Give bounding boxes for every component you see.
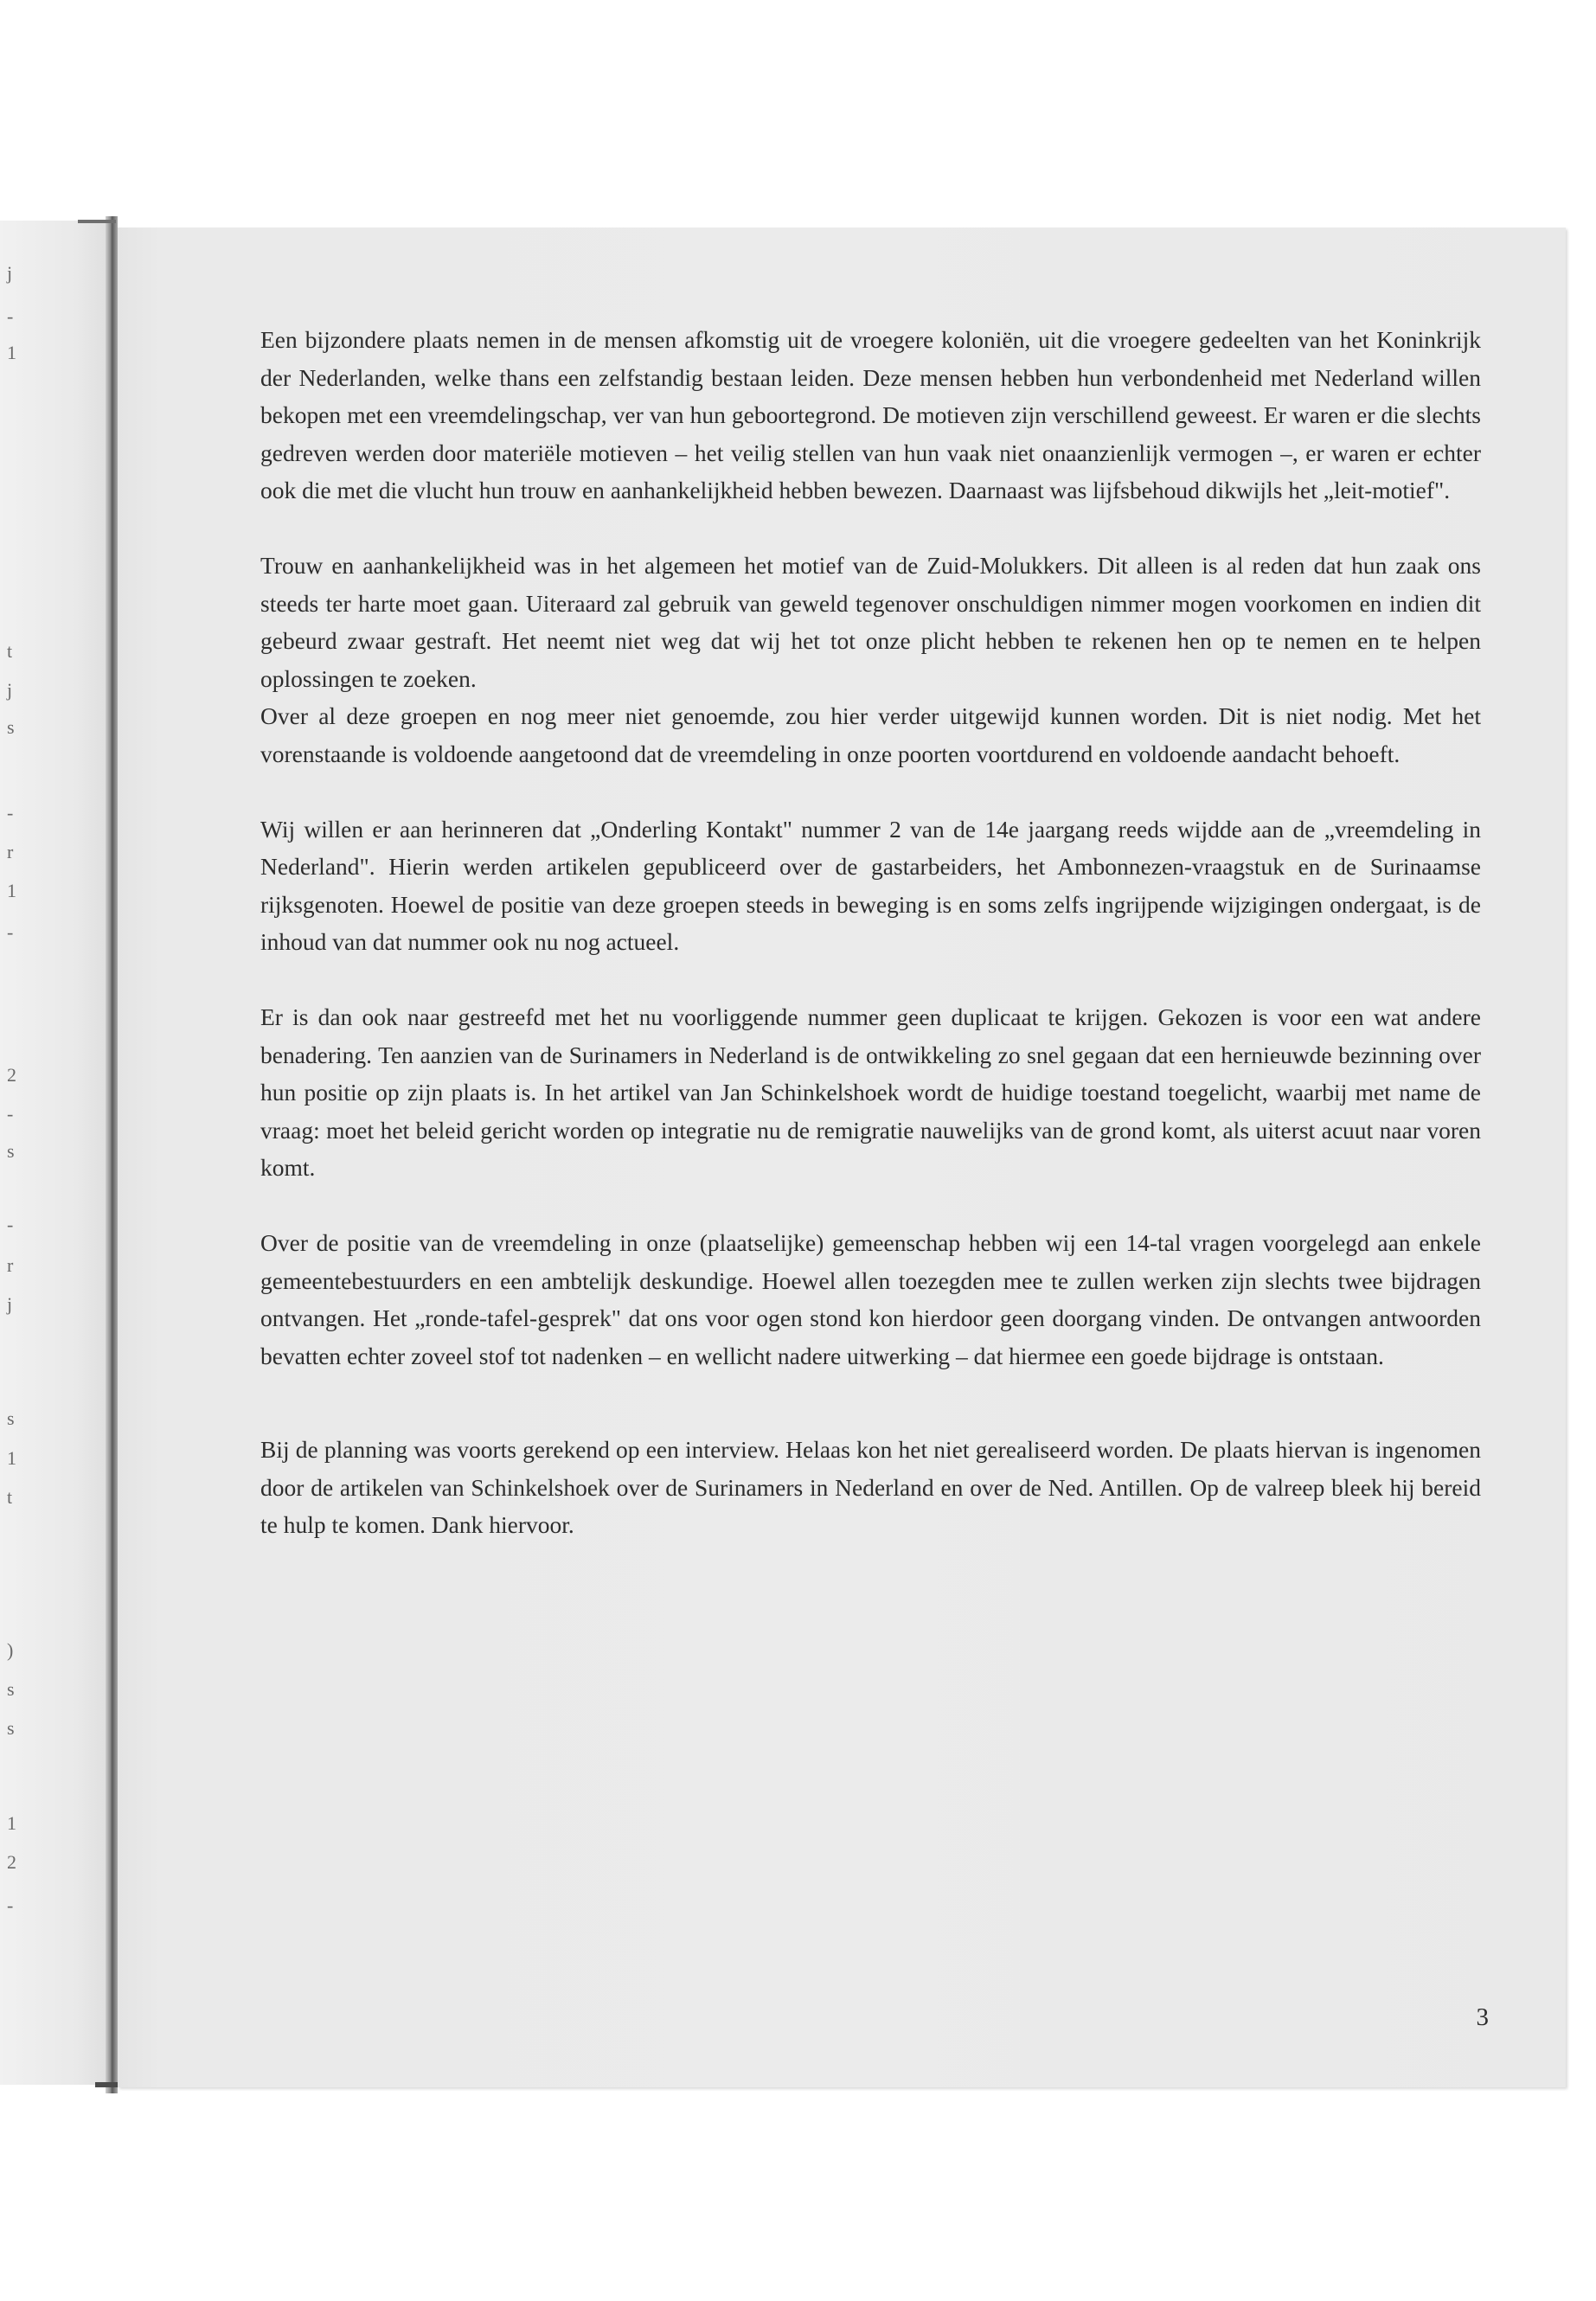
left-page-margin-fragments: [0, 221, 35, 2085]
margin-fragment: 1: [7, 342, 16, 363]
paragraph-questionnaire: Over de positie van de vreemdeling in onze (plaatselijke) gemeenschap hebben wij een 14-tal vragen voorgelegd aan enkele gemeentebestuurders en een ambtelijk deskundige. Hoewel allen toezegden mee te zullen werken zijn slechts twee bijdragen ontvangen. Het „ronde-tafel-gesprek" dat ons voor ogen stond kon hierdoor geen doorgang vinden. De ontvangen antwoorden bevatten echter zoveel stof tot nadenken – en wellicht nadere uitwerking – dat hiermee een goede bijdrage is ontstaan.: [260, 1229, 1481, 1369]
margin-fragment: j: [7, 679, 13, 701]
margin-fragment: 1: [7, 1812, 16, 1834]
margin-fragment: -: [7, 1894, 14, 1916]
margin-fragment: s: [7, 1407, 15, 1429]
spine-top-edge: [78, 220, 116, 223]
margin-fragment: ): [7, 1639, 14, 1661]
paragraph-onderling-kontakt: Wij willen er aan herinneren dat „Onderling Kontakt" nummer 2 van de 14e jaargang reeds wijdde aan de „vreemdeling in Nederland". Hierin werden artikelen gepubliceerd over de gastarbeiders, het Ambonnezen-vraagstuk en de Surinaamse rijksgenoten. Hoewel de positie van deze groepen steeds in beweging is en soms zelfs ingrijpende wijzigingen ondergaat, is de inhoud van dat nummer ook nu nog actueel.: [260, 815, 1481, 955]
margin-fragment: 1: [7, 880, 16, 901]
page-body-text: [260, 321, 1481, 1581]
margin-fragment: s: [7, 1678, 15, 1700]
margin-fragment: -: [7, 305, 14, 327]
book-spine: [106, 216, 118, 2093]
left-facing-page-edge: [0, 221, 111, 2085]
paragraph-other-groups: Over al deze groepen en nog meer niet genoemde, zou hier verder uitgewijd kunnen worden. Dit is niet nodig. Met het vorenstaande is voldoende aangetoond dat de vreemdeling in onze poorten voortdurend en voldoende aandacht behoeft.: [260, 702, 1481, 767]
margin-fragment: j: [7, 262, 13, 284]
margin-fragment: t: [7, 1486, 13, 1508]
paragraph-surinamers-approach: Er is dan ook naar gestreefd met het nu voorliggende nummer geen duplicaat te krijgen. Gekozen is voor een wat andere benadering. Ten aanzien van de Surinamers in Nederland is de ontwikkeling zo snel gegaan dat een hernieuwde bezinning over hun positie op zijn plaats is. In het artikel van Jan Schinkelshoek wordt de huidige toestand toegelicht, waarbij met name de vraag: moet het beleid gericht worden op integratie nu de remigratie nauwelijks van de grond komt, als uiterst acuut naar voren komt.: [260, 1003, 1481, 1181]
margin-fragment: s: [7, 1717, 15, 1739]
margin-fragment: r: [7, 841, 14, 862]
paragraph-caribbean-former-colonies: Een bijzondere plaats nemen in de mensen afkomstig uit de vroegere koloniën, uit die vroegere gedeelten van het Koninkrijk der Nederlanden, welke thans een zelfstandig bestaan leiden. Deze mensen hebben hun verbondenheid met Nederland willen bekopen met een vreemdelingschap, ver van hun geboortegrond. De motieven zijn verschillend geweest. Er waren er die slechts gedreven werden door materiële motieven – het veilig stellen van hun vaak niet onaanzienlijk vermogen –, er waren er echter ook die met die vlucht hun trouw en aanhankelijkheid hebben bewezen. Daarnaast was lijfsbehoud dikwijls het „leit-motief".: [260, 326, 1481, 503]
paragraph-south-moluccans: Trouw en aanhankelijkheid was in het algemeen het motief van de Zuid-Molukkers. Dit alleen is al reden dat hun zaak ons steeds ter harte moet gaan. Uiteraard zal gebruik van geweld tegenover onschuldigen nimmer mogen voorkomen en indien dit gebeurd zwaar gestraft. Het neemt niet weg dat wij het tot onze plicht hebben te rekenen hen op te nemen en te helpen oplossingen te zoeken.: [260, 552, 1481, 692]
document-page: [118, 228, 1566, 2087]
margin-fragment: r: [7, 1254, 14, 1276]
margin-fragment: -: [7, 1214, 14, 1235]
margin-fragment: 2: [7, 1064, 16, 1086]
paragraph-interview-planning: Bij de planning was voorts gerekend op een interview. Helaas kon het niet gerealiseerd worden. De plaats hiervan is ingenomen door de artikelen van Schinkelshoek over de Surinamers in Nederland en over de Ned. Antillen. Op de valreep bleek hij bereid te hulp te komen. Dank hiervoor.: [260, 1436, 1481, 1538]
margin-fragment: 1: [7, 1447, 16, 1469]
margin-fragment: -: [7, 1103, 14, 1125]
margin-fragment: t: [7, 640, 13, 662]
margin-fragment: -: [7, 802, 14, 824]
page-number: 3: [1476, 2003, 1489, 2031]
margin-fragment: j: [7, 1293, 13, 1315]
margin-fragment: -: [7, 921, 14, 943]
margin-fragment: 2: [7, 1851, 16, 1873]
margin-fragment: s: [7, 1140, 15, 1162]
margin-fragment: s: [7, 716, 15, 738]
